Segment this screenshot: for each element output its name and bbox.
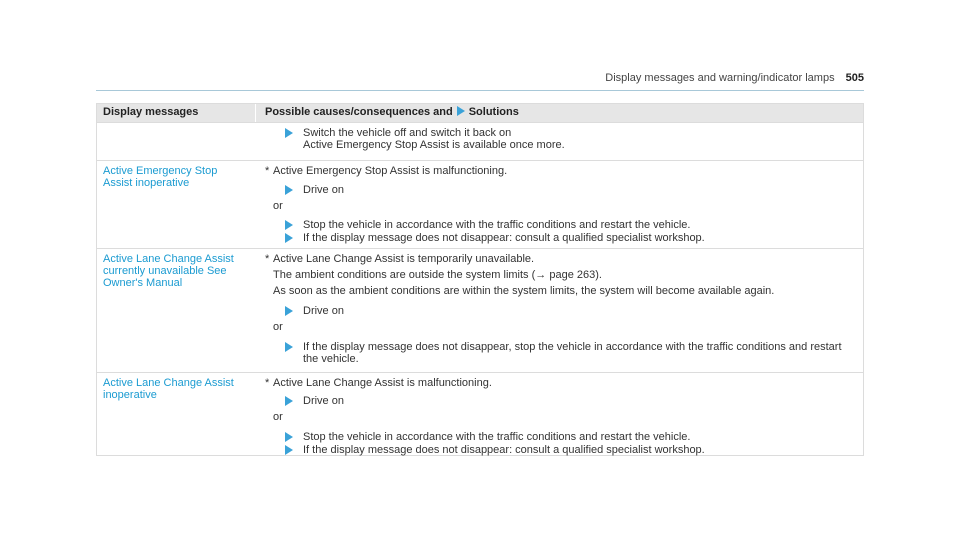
bullet-text: Stop the vehicle in accordance with the traffic conditions and restart the vehicle. bbox=[303, 431, 691, 443]
display-message-line: Active Lane Change Assist bbox=[103, 377, 234, 389]
display-message-line: inoperative bbox=[103, 389, 157, 401]
page-number: 505 bbox=[845, 72, 864, 84]
info-text: As soon as the ambient conditions are within the system limits, the system will become available again. bbox=[273, 285, 775, 297]
display-message-line: Active Lane Change Assist bbox=[103, 253, 234, 265]
display-message bbox=[103, 377, 253, 401]
display-message-line: Assist inoperative bbox=[103, 177, 190, 189]
bullet-text-continued: the vehicle. bbox=[303, 353, 359, 365]
column-header-display-messages: Display messages bbox=[103, 106, 199, 118]
arrow-right-icon bbox=[285, 185, 293, 195]
cause-text: Active Lane Change Assist is malfunctioning. bbox=[273, 377, 492, 389]
or-text: or bbox=[273, 200, 283, 212]
bullet-text: Switch the vehicle off and switch it back on bbox=[303, 127, 512, 139]
column-header-solutions: Solutions bbox=[468, 106, 519, 118]
display-message-line: currently unavailable See bbox=[103, 265, 227, 277]
arrow-right-icon bbox=[285, 445, 293, 455]
table-row bbox=[97, 122, 863, 160]
bullet-text: If the display message does not disappear, stop the vehicle in accordance with the traffic conditions and restart bbox=[303, 341, 842, 353]
bullet-text: Drive on bbox=[303, 395, 344, 407]
display-message-line: Active Emergency Stop bbox=[103, 165, 218, 177]
display-message bbox=[103, 165, 253, 189]
arrow-right-icon bbox=[285, 432, 293, 442]
bullet-text: If the display message does not disappear: consult a qualified specialist workshop. bbox=[303, 232, 705, 244]
cause-text: Active Lane Change Assist is temporarily unavailable. bbox=[273, 253, 535, 265]
arrow-right-icon bbox=[285, 233, 293, 243]
header-divider bbox=[255, 104, 256, 122]
cause-marker: * bbox=[265, 253, 270, 265]
bullet-text-continued: Active Emergency Stop Assist is available once more. bbox=[303, 139, 565, 151]
running-header-title: Display messages and warning/indicator lamps bbox=[605, 72, 835, 84]
display-messages-table bbox=[96, 103, 864, 456]
bullet-text: If the display message does not disappear: consult a qualified specialist workshop. bbox=[303, 444, 705, 456]
cause-marker: * bbox=[265, 377, 270, 389]
arrow-right-icon bbox=[285, 396, 293, 406]
arrow-right-icon bbox=[285, 128, 293, 138]
bullet-text: Drive on bbox=[303, 184, 344, 196]
table-header bbox=[97, 104, 863, 122]
column-header-causes-solutions bbox=[265, 106, 519, 118]
running-header bbox=[605, 72, 864, 84]
arrow-right-icon bbox=[285, 220, 293, 230]
cause-text: Active Emergency Stop Assist is malfunctioning. bbox=[273, 165, 508, 177]
bullet-text: Drive on bbox=[303, 305, 344, 317]
display-message bbox=[103, 253, 253, 289]
arrow-right-icon bbox=[285, 342, 293, 352]
column-header-causes: Possible causes/consequences and bbox=[265, 106, 453, 118]
arrow-right-icon bbox=[285, 306, 293, 316]
table-row bbox=[97, 372, 863, 456]
arrow-right-icon bbox=[457, 106, 465, 116]
bullet-text: Stop the vehicle in accordance with the traffic conditions and restart the vehicle. bbox=[303, 219, 691, 231]
or-text: or bbox=[273, 411, 283, 423]
or-text: or bbox=[273, 321, 283, 333]
page-header bbox=[0, 0, 960, 100]
header-rule bbox=[96, 90, 864, 91]
table-row bbox=[97, 160, 863, 248]
cause-marker: * bbox=[265, 165, 270, 177]
display-message-line: Owner's Manual bbox=[103, 277, 183, 289]
info-text: The ambient conditions are outside the system limits (→ page 263). bbox=[273, 269, 602, 281]
table-row bbox=[97, 248, 863, 372]
